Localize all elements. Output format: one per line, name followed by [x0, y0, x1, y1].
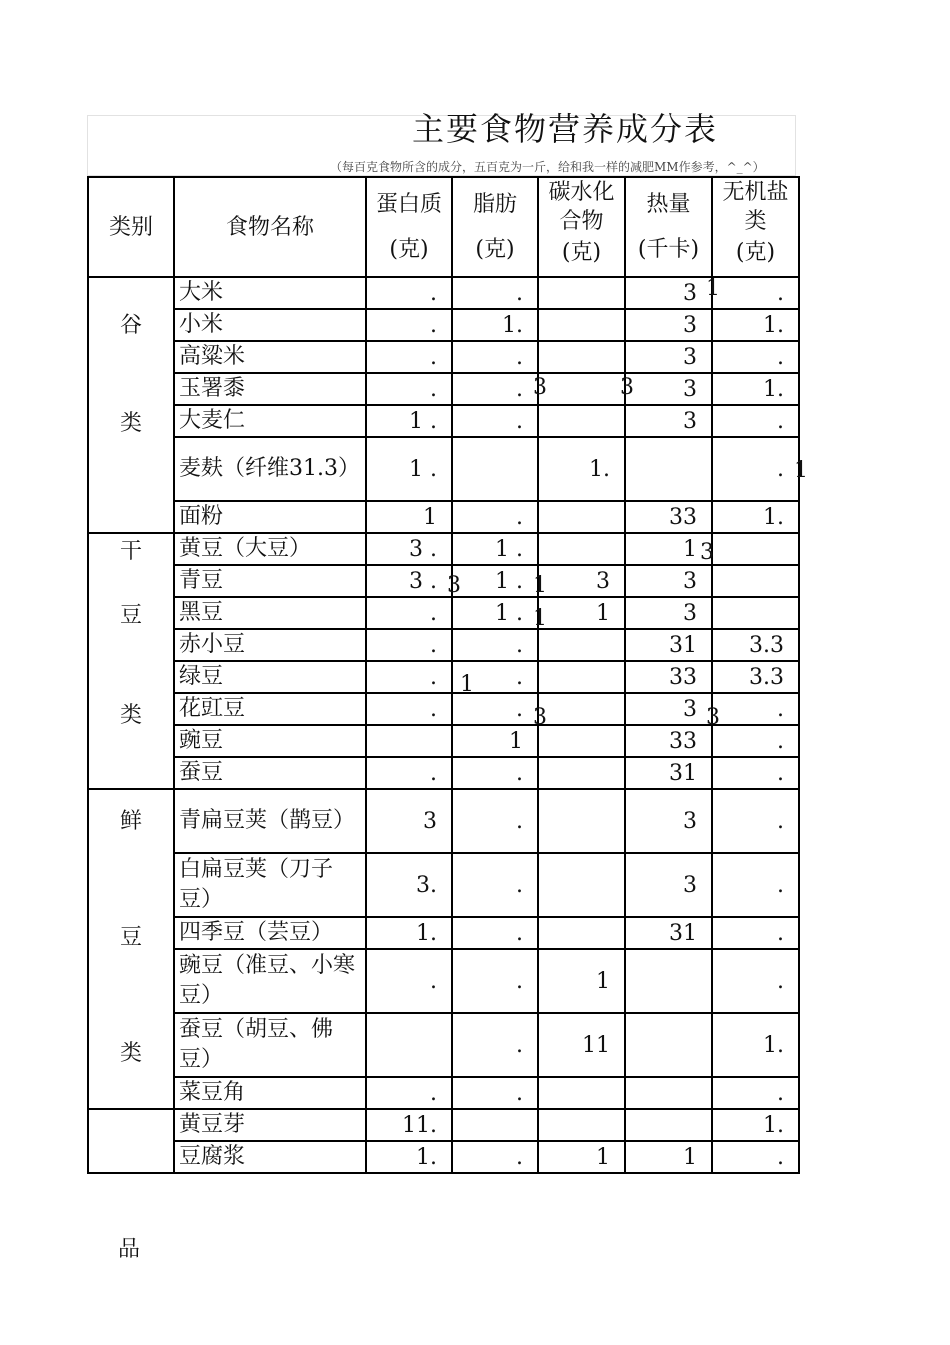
- food-name: 黑豆: [174, 597, 366, 629]
- cell-minerals: 1.: [712, 501, 799, 533]
- cell-protein: 3.: [366, 853, 452, 917]
- cell-energy: [625, 437, 712, 501]
- cell-protein: 1 .: [366, 405, 452, 437]
- header-minerals-unit: (克): [735, 240, 776, 265]
- cell-carbs: [538, 693, 625, 725]
- cell-energy: 3: [625, 597, 712, 629]
- food-name: 大米: [174, 277, 366, 309]
- table-row: [88, 1141, 799, 1173]
- table-row: [88, 565, 799, 597]
- cell-minerals: 1.: [712, 309, 799, 341]
- cell-carbs: 3: [538, 565, 625, 597]
- cell-minerals: .: [712, 693, 799, 725]
- cell-protein: 1: [366, 501, 452, 533]
- category-char: 类: [119, 703, 142, 728]
- cell-fat: [452, 1109, 538, 1141]
- header-energy: [625, 177, 712, 277]
- category-char: 豆: [119, 925, 142, 950]
- cell-protein: .: [366, 949, 452, 1013]
- food-name: 绿豆: [174, 661, 366, 693]
- stray-digit: 3: [533, 375, 547, 400]
- cell-energy: 3: [625, 405, 712, 437]
- category-product-tail: 品: [118, 1237, 141, 1262]
- table-row: [88, 917, 799, 949]
- cell-carbs: [538, 277, 625, 309]
- cell-fat: .: [452, 757, 538, 789]
- cell-protein: .: [366, 597, 452, 629]
- cell-minerals: .: [712, 757, 799, 789]
- category-char: 干: [119, 539, 142, 564]
- table-row: [88, 501, 799, 533]
- food-name: 青豆: [174, 565, 366, 597]
- header-fat-unit: (克): [475, 237, 515, 262]
- food-name: 豆腐浆: [174, 1141, 366, 1173]
- header-minerals-label: 无机盐类: [722, 180, 789, 234]
- cell-fat: 1 .: [452, 533, 538, 565]
- cell-minerals: .: [712, 789, 799, 853]
- table-row: [88, 949, 799, 1013]
- category-char: 类: [119, 1041, 142, 1066]
- cell-fat: .: [452, 405, 538, 437]
- cell-fat: .: [452, 629, 538, 661]
- table-row: [88, 1109, 799, 1141]
- food-name: 麦麸（纤维31.3）: [174, 437, 366, 501]
- table-row: [88, 693, 799, 725]
- cell-protein: 3 .: [366, 533, 452, 565]
- cell-minerals: .: [712, 437, 799, 501]
- cell-protein: .: [366, 629, 452, 661]
- cell-fat: .: [452, 949, 538, 1013]
- cell-energy: 33: [625, 661, 712, 693]
- cell-minerals: 1.: [712, 373, 799, 405]
- cell-protein: [366, 725, 452, 757]
- cell-carbs: [538, 629, 625, 661]
- cell-minerals: .: [712, 277, 799, 309]
- cell-carbs: [538, 661, 625, 693]
- cell-protein: .: [366, 341, 452, 373]
- header-protein-unit: (克): [389, 237, 429, 262]
- cell-carbs: [538, 1109, 625, 1141]
- cell-carbs: 1: [538, 1141, 625, 1173]
- cell-minerals: .: [712, 853, 799, 917]
- table-row: [88, 853, 799, 917]
- stray-digit: 1: [533, 606, 547, 631]
- cell-energy: 31: [625, 629, 712, 661]
- category-char: 类: [119, 411, 142, 436]
- stray-digit: 3: [700, 540, 714, 565]
- cell-protein: .: [366, 277, 452, 309]
- cell-fat: .: [452, 1141, 538, 1173]
- cell-minerals: .: [712, 1141, 799, 1173]
- cell-carbs: [538, 853, 625, 917]
- category-char: 豆: [119, 603, 142, 628]
- table-row: [88, 661, 799, 693]
- cell-carbs: [538, 501, 625, 533]
- cell-fat: .: [452, 373, 538, 405]
- food-name: 大麦仁: [174, 405, 366, 437]
- stray-digit: 1: [706, 276, 720, 301]
- category-cell-product: [88, 1109, 174, 1173]
- cell-carbs: [538, 725, 625, 757]
- cell-fat: .: [452, 501, 538, 533]
- cell-energy: 3: [625, 789, 712, 853]
- cell-fat: .: [452, 853, 538, 917]
- cell-fat: .: [452, 661, 538, 693]
- cell-energy: [625, 1109, 712, 1141]
- category-char: 谷: [119, 313, 142, 338]
- cell-fat: .: [452, 1013, 538, 1077]
- category-cell-grain: [88, 277, 174, 533]
- category-cell-dry_bean: [88, 533, 174, 789]
- cell-carbs: [538, 309, 625, 341]
- cell-energy: 1: [625, 1141, 712, 1173]
- nutrition-table: [87, 176, 800, 1174]
- cell-protein: .: [366, 693, 452, 725]
- cell-carbs: [538, 405, 625, 437]
- cell-energy: 1: [625, 533, 712, 565]
- cell-fat: [452, 437, 538, 501]
- header-energy-unit: (千卡): [637, 237, 700, 262]
- cell-minerals: .: [712, 917, 799, 949]
- table-row: [88, 405, 799, 437]
- stray-digit: 3: [620, 375, 634, 400]
- table-row: [88, 309, 799, 341]
- cell-carbs: [538, 533, 625, 565]
- cell-energy: [625, 1013, 712, 1077]
- food-name: 豌豆（准豆、小寒豆）: [174, 949, 366, 1013]
- stray-digit: 3: [533, 705, 547, 730]
- stray-digit: 3: [447, 573, 461, 598]
- cell-carbs: [538, 341, 625, 373]
- cell-minerals: [712, 565, 799, 597]
- food-name: 豌豆: [174, 725, 366, 757]
- food-name: 青扁豆荚（鹊豆）: [174, 789, 366, 853]
- food-name: 白扁豆荚（刀子豆）: [174, 853, 366, 917]
- cell-protein: 3: [366, 789, 452, 853]
- food-name: 花豇豆: [174, 693, 366, 725]
- cell-energy: 3: [625, 565, 712, 597]
- cell-carbs: [538, 1077, 625, 1109]
- table-row: [88, 533, 799, 565]
- cell-protein: 3 .: [366, 565, 452, 597]
- cell-carbs: 1: [538, 597, 625, 629]
- cell-carbs: 1: [538, 949, 625, 1013]
- cell-minerals: .: [712, 1077, 799, 1109]
- cell-fat: .: [452, 1077, 538, 1109]
- food-name: 蚕豆（胡豆、佛豆）: [174, 1013, 366, 1077]
- table-row: [88, 757, 799, 789]
- page-cut: [87, 1202, 798, 1204]
- header-carbs-unit: (克): [561, 240, 602, 265]
- header-protein: [366, 177, 452, 277]
- cell-energy: 3: [625, 309, 712, 341]
- header-fat: [452, 177, 538, 277]
- cell-energy: 3: [625, 341, 712, 373]
- food-name: 赤小豆: [174, 629, 366, 661]
- header-carbs-label: 碳水化合物: [548, 180, 615, 234]
- cell-fat: .: [452, 277, 538, 309]
- header-carbs: [538, 177, 625, 277]
- food-name: 面粉: [174, 501, 366, 533]
- cell-protein: .: [366, 1077, 452, 1109]
- food-name: 小米: [174, 309, 366, 341]
- table-row: [88, 373, 799, 405]
- cell-fat: 1: [452, 725, 538, 757]
- cell-minerals: 3.3: [712, 661, 799, 693]
- cell-energy: 33: [625, 725, 712, 757]
- cell-carbs: [538, 373, 625, 405]
- cell-energy: 3: [625, 277, 712, 309]
- cell-fat: .: [452, 341, 538, 373]
- header-protein-label: 蛋白质: [375, 192, 442, 217]
- food-name: 四季豆（芸豆）: [174, 917, 366, 949]
- table-row: [88, 437, 799, 501]
- cell-fat: .: [452, 789, 538, 853]
- cell-minerals: .: [712, 949, 799, 1013]
- stray-digit: 1: [794, 458, 808, 483]
- table-row: [88, 341, 799, 373]
- cell-protein: 1.: [366, 917, 452, 949]
- cell-carbs: 1.: [538, 437, 625, 501]
- stray-digit: 1: [533, 573, 547, 598]
- table-row: [88, 597, 799, 629]
- cell-carbs: [538, 789, 625, 853]
- cell-protein: 1.: [366, 1141, 452, 1173]
- cell-minerals: 1.: [712, 1109, 799, 1141]
- cell-minerals: [712, 597, 799, 629]
- cell-minerals: .: [712, 725, 799, 757]
- cell-protein: 11.: [366, 1109, 452, 1141]
- cell-fat: 1 .: [452, 597, 538, 629]
- header-row: [88, 177, 799, 277]
- cell-protein: 1 .: [366, 437, 452, 501]
- food-name: 蚕豆: [174, 757, 366, 789]
- table-row: [88, 725, 799, 757]
- cell-carbs: 11: [538, 1013, 625, 1077]
- cell-energy: 3: [625, 853, 712, 917]
- stray-digit: 1: [460, 672, 474, 697]
- food-name: 高粱米: [174, 341, 366, 373]
- cell-energy: 31: [625, 757, 712, 789]
- cell-protein: .: [366, 309, 452, 341]
- cell-protein: .: [366, 757, 452, 789]
- cell-protein: .: [366, 373, 452, 405]
- stray-digit: 3: [706, 705, 720, 730]
- cell-minerals: 3.3: [712, 629, 799, 661]
- cell-minerals: .: [712, 341, 799, 373]
- cell-minerals: [712, 533, 799, 565]
- category-cell-fresh_bean: [88, 789, 174, 1109]
- header-energy-label: 热量: [646, 192, 691, 217]
- header-category: 类别: [88, 177, 174, 277]
- table-row: [88, 1077, 799, 1109]
- cell-fat: 1.: [452, 309, 538, 341]
- header-name: 食物名称: [174, 177, 366, 277]
- cell-fat: .: [452, 693, 538, 725]
- food-name: 黄豆芽: [174, 1109, 366, 1141]
- cell-protein: .: [366, 661, 452, 693]
- cell-protein: [366, 1013, 452, 1077]
- category-char: 鲜: [119, 809, 142, 834]
- table-row: [88, 277, 799, 309]
- page-title: 主要食物营养成分表: [412, 110, 719, 148]
- cell-carbs: [538, 757, 625, 789]
- food-name: 玉署黍: [174, 373, 366, 405]
- cell-energy: [625, 1077, 712, 1109]
- table-row: [88, 1013, 799, 1077]
- header-fat-label: 脂肪: [472, 192, 517, 217]
- cell-fat: 1 .: [452, 565, 538, 597]
- food-name: 黄豆（大豆）: [174, 533, 366, 565]
- cell-energy: 33: [625, 501, 712, 533]
- table-row: [88, 789, 799, 853]
- cell-energy: 3: [625, 373, 712, 405]
- table-row: [88, 629, 799, 661]
- cell-carbs: [538, 917, 625, 949]
- cell-energy: 31: [625, 917, 712, 949]
- page-subtitle: （每百克食物所含的成分，五百克为一斤，给和我一样的减肥MM作参考，^_^）: [330, 160, 765, 174]
- header-minerals: [712, 177, 799, 277]
- cell-fat: .: [452, 917, 538, 949]
- cell-energy: [625, 949, 712, 1013]
- cell-minerals: 1.: [712, 1013, 799, 1077]
- cell-energy: 3: [625, 693, 712, 725]
- food-name: 菜豆角: [174, 1077, 366, 1109]
- cell-minerals: .: [712, 405, 799, 437]
